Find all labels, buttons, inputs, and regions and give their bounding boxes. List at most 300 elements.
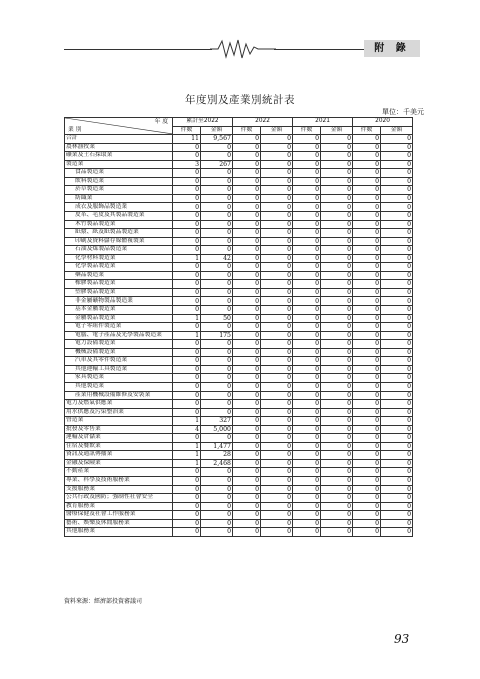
industry-label: 公共行政及國防；強制性社會安全 — [65, 494, 173, 503]
industry-label: 專業、科學及技術服務業 — [65, 476, 173, 485]
amount-cell: 0 — [261, 246, 293, 255]
count-cell: 0 — [233, 340, 261, 349]
table-row — [65, 186, 413, 195]
count-cell: 0 — [293, 476, 321, 485]
count-cell: 0 — [173, 511, 201, 520]
industry-label: 電腦、電子產品及光學製品製造業 — [65, 331, 173, 340]
count-cell: 0 — [173, 348, 201, 357]
count-cell: 0 — [293, 391, 321, 400]
table-row — [65, 229, 413, 238]
amount-cell: 0 — [381, 391, 413, 400]
amount-cell: 0 — [321, 331, 353, 340]
amount-cell: 0 — [321, 528, 353, 537]
count-cell: 0 — [173, 229, 201, 238]
count-cell: 0 — [173, 476, 201, 485]
table-row — [65, 254, 413, 263]
amount-cell: 0 — [201, 271, 233, 280]
amount-cell: 0 — [201, 220, 233, 229]
industry-label: 家具製造業 — [65, 374, 173, 383]
amount-cell: 0 — [321, 306, 353, 315]
count-cell: 0 — [293, 340, 321, 349]
amount-cell: 0 — [381, 511, 413, 520]
count-cell: 0 — [173, 374, 201, 383]
amount-cell: 0 — [261, 468, 293, 477]
count-cell: 0 — [293, 177, 321, 186]
count-cell: 0 — [233, 400, 261, 409]
count-cell: 0 — [173, 152, 201, 161]
amount-cell: 0 — [261, 494, 293, 503]
amount-cell: 0 — [321, 271, 353, 280]
amount-cell: 0 — [321, 391, 353, 400]
amount-cell: 0 — [381, 271, 413, 280]
count-cell: 1 — [173, 459, 201, 468]
amount-cell: 0 — [261, 519, 293, 528]
amount-cell: 0 — [381, 297, 413, 306]
industry-label: 其他運輸工具製造業 — [65, 365, 173, 374]
amount-cell: 0 — [381, 485, 413, 494]
amount-cell: 0 — [261, 451, 293, 460]
count-cell: 0 — [173, 186, 201, 195]
count-cell: 3 — [173, 160, 201, 169]
amount-cell: 0 — [381, 254, 413, 263]
count-cell: 0 — [173, 194, 201, 203]
count-cell: 0 — [233, 280, 261, 289]
amount-cell: 0 — [321, 425, 353, 434]
count-cell: 0 — [233, 502, 261, 511]
amount-cell: 0 — [321, 494, 353, 503]
amount-cell: 175 — [201, 331, 233, 340]
table-row — [65, 511, 413, 520]
amount-cell: 0 — [381, 135, 413, 144]
count-cell: 0 — [293, 528, 321, 537]
industry-label: 成衣及服飾品製造業 — [65, 203, 173, 212]
count-cell: 1 — [173, 254, 201, 263]
table-row — [65, 391, 413, 400]
amount-cell: 0 — [321, 160, 353, 169]
amount-cell: 0 — [381, 220, 413, 229]
count-cell: 0 — [353, 468, 381, 477]
amount-cell: 0 — [321, 340, 353, 349]
count-cell: 0 — [353, 340, 381, 349]
count-cell: 0 — [293, 186, 321, 195]
amount-cell: 0 — [261, 135, 293, 144]
count-cell: 0 — [293, 442, 321, 451]
amount-cell: 0 — [381, 314, 413, 323]
amount-header: 金額 — [381, 126, 413, 135]
amount-cell: 0 — [321, 374, 353, 383]
industry-label: 支援服務業 — [65, 485, 173, 494]
amount-cell: 0 — [321, 177, 353, 186]
amount-cell: 0 — [381, 288, 413, 297]
count-cell: 0 — [293, 169, 321, 178]
count-cell: 0 — [353, 485, 381, 494]
amount-cell: 0 — [381, 186, 413, 195]
count-cell: 0 — [173, 408, 201, 417]
count-header: 件數 — [353, 126, 381, 135]
amount-cell: 0 — [321, 442, 353, 451]
count-cell: 0 — [353, 160, 381, 169]
count-header: 件數 — [173, 126, 201, 135]
amount-cell: 0 — [261, 306, 293, 315]
count-cell: 0 — [353, 143, 381, 152]
amount-cell: 0 — [381, 280, 413, 289]
amount-cell: 0 — [261, 271, 293, 280]
page-header — [64, 38, 420, 60]
amount-cell: 0 — [321, 186, 353, 195]
appendix-tab: 附 錄 — [364, 40, 420, 57]
amount-cell: 0 — [381, 417, 413, 426]
amount-cell: 0 — [381, 502, 413, 511]
amount-cell: 0 — [381, 177, 413, 186]
amount-cell: 0 — [201, 246, 233, 255]
year-header: 2021 — [293, 118, 353, 127]
count-cell: 1 — [173, 417, 201, 426]
count-cell: 0 — [293, 237, 321, 246]
count-cell: 0 — [293, 357, 321, 366]
count-cell: 0 — [173, 391, 201, 400]
table-row — [65, 331, 413, 340]
amount-cell: 0 — [201, 511, 233, 520]
count-cell: 0 — [233, 417, 261, 426]
amount-cell: 0 — [381, 494, 413, 503]
count-cell: 0 — [173, 203, 201, 212]
amount-cell: 2,468 — [201, 459, 233, 468]
amount-cell: 0 — [381, 348, 413, 357]
count-cell: 0 — [233, 143, 261, 152]
source-note: 資料來源：經濟部投資審議司 — [64, 598, 143, 605]
amount-cell: 0 — [381, 306, 413, 315]
count-cell: 0 — [353, 271, 381, 280]
count-cell: 0 — [173, 220, 201, 229]
amount-cell: 0 — [321, 382, 353, 391]
page-number: 93 — [394, 632, 410, 646]
amount-cell: 0 — [381, 263, 413, 272]
count-cell: 0 — [353, 220, 381, 229]
amount-cell: 0 — [261, 143, 293, 152]
industry-label: 批發及零售業 — [65, 425, 173, 434]
industry-label: 醫療保健及社會工作服務業 — [65, 511, 173, 520]
industry-label: 教育服務業 — [65, 502, 173, 511]
amount-cell: 0 — [321, 348, 353, 357]
amount-cell: 0 — [201, 468, 233, 477]
amount-cell: 0 — [381, 194, 413, 203]
count-cell: 0 — [293, 306, 321, 315]
year-header: 2022 — [233, 118, 293, 127]
table-row — [65, 169, 413, 178]
count-cell: 0 — [233, 254, 261, 263]
amount-cell: 0 — [261, 194, 293, 203]
count-cell: 0 — [293, 434, 321, 443]
count-cell: 0 — [293, 246, 321, 255]
amount-cell: 0 — [381, 434, 413, 443]
amount-cell: 0 — [201, 434, 233, 443]
industry-label: 紡織業 — [65, 194, 173, 203]
count-cell: 0 — [293, 194, 321, 203]
count-cell: 0 — [353, 169, 381, 178]
count-cell: 0 — [173, 280, 201, 289]
count-cell: 0 — [353, 280, 381, 289]
count-cell: 0 — [233, 442, 261, 451]
amount-cell: 0 — [201, 502, 233, 511]
count-cell: 0 — [293, 365, 321, 374]
count-cell: 0 — [293, 143, 321, 152]
count-cell: 0 — [173, 297, 201, 306]
count-cell: 0 — [173, 468, 201, 477]
count-cell: 0 — [293, 203, 321, 212]
count-cell: 0 — [353, 263, 381, 272]
count-cell: 0 — [293, 254, 321, 263]
amount-cell: 0 — [261, 280, 293, 289]
amount-cell: 0 — [261, 160, 293, 169]
count-cell: 0 — [353, 511, 381, 520]
count-cell: 0 — [173, 494, 201, 503]
count-cell: 0 — [233, 135, 261, 144]
count-cell: 0 — [233, 306, 261, 315]
table-row — [65, 271, 413, 280]
count-cell: 0 — [353, 434, 381, 443]
count-cell: 0 — [173, 169, 201, 178]
count-cell: 4 — [173, 425, 201, 434]
amount-cell: 0 — [321, 400, 353, 409]
amount-cell: 0 — [201, 169, 233, 178]
count-cell: 0 — [353, 348, 381, 357]
count-cell: 0 — [173, 288, 201, 297]
count-cell: 0 — [233, 374, 261, 383]
count-cell: 0 — [173, 246, 201, 255]
count-cell: 0 — [233, 271, 261, 280]
industry-label: 基本金屬製造業 — [65, 306, 173, 315]
header-rule-left — [64, 49, 212, 50]
count-cell: 0 — [233, 229, 261, 238]
industry-label: 橡膠製品製造業 — [65, 280, 173, 289]
amount-cell: 0 — [321, 263, 353, 272]
count-cell: 0 — [233, 519, 261, 528]
amount-cell: 0 — [261, 237, 293, 246]
table-row — [65, 314, 413, 323]
amount-cell: 0 — [201, 288, 233, 297]
count-cell: 0 — [293, 494, 321, 503]
amount-cell: 0 — [381, 340, 413, 349]
amount-cell: 0 — [381, 365, 413, 374]
count-cell: 0 — [173, 237, 201, 246]
count-cell: 0 — [233, 186, 261, 195]
count-cell: 0 — [353, 382, 381, 391]
amount-cell: 0 — [381, 400, 413, 409]
amount-header: 金額 — [321, 126, 353, 135]
amount-cell: 0 — [321, 417, 353, 426]
count-cell: 0 — [233, 169, 261, 178]
amount-cell: 0 — [381, 382, 413, 391]
table-row — [65, 468, 413, 477]
count-cell: 0 — [233, 160, 261, 169]
count-cell: 0 — [353, 400, 381, 409]
table-row — [65, 451, 413, 460]
amount-cell: 0 — [261, 400, 293, 409]
count-cell: 0 — [353, 237, 381, 246]
count-cell: 0 — [233, 494, 261, 503]
count-cell: 0 — [293, 511, 321, 520]
count-cell: 0 — [173, 485, 201, 494]
amount-cell: 5,000 — [201, 425, 233, 434]
amount-header: 金額 — [261, 126, 293, 135]
count-cell: 0 — [353, 246, 381, 255]
count-cell: 0 — [233, 451, 261, 460]
amount-cell: 0 — [201, 323, 233, 332]
industry-label: 非金屬礦物製品製造業 — [65, 297, 173, 306]
table-row — [65, 306, 413, 315]
amount-cell: 0 — [261, 417, 293, 426]
amount-cell: 0 — [261, 459, 293, 468]
industry-label: 化學製品製造業 — [65, 263, 173, 272]
corner-year-label: 年 度 — [154, 119, 168, 126]
count-cell: 0 — [233, 365, 261, 374]
industry-label: 農林漁牧業 — [65, 143, 173, 152]
amount-cell: 42 — [201, 254, 233, 263]
amount-cell: 0 — [261, 169, 293, 178]
count-cell: 0 — [293, 271, 321, 280]
amount-cell: 0 — [201, 263, 233, 272]
amount-cell: 0 — [261, 186, 293, 195]
amount-cell: 0 — [381, 152, 413, 161]
amount-cell: 0 — [261, 220, 293, 229]
amount-cell: 0 — [381, 468, 413, 477]
amount-cell: 0 — [381, 229, 413, 238]
count-cell: 0 — [293, 152, 321, 161]
industry-label: 礦業及土石採取業 — [65, 152, 173, 161]
count-cell: 0 — [233, 203, 261, 212]
amount-cell: 0 — [201, 186, 233, 195]
count-cell: 0 — [173, 382, 201, 391]
count-cell: 0 — [233, 382, 261, 391]
industry-label: 金屬製品製造業 — [65, 314, 173, 323]
table-row — [65, 417, 413, 426]
industry-label: 紙漿、紙及紙製品製造業 — [65, 229, 173, 238]
count-cell: 0 — [293, 417, 321, 426]
count-cell: 0 — [353, 357, 381, 366]
amount-cell: 0 — [261, 425, 293, 434]
amount-cell: 0 — [381, 357, 413, 366]
count-cell: 0 — [353, 519, 381, 528]
amount-cell: 0 — [321, 314, 353, 323]
count-cell: 0 — [233, 425, 261, 434]
count-cell: 0 — [353, 229, 381, 238]
count-cell: 0 — [353, 331, 381, 340]
count-cell: 0 — [293, 400, 321, 409]
amount-cell: 0 — [381, 408, 413, 417]
amount-cell: 0 — [321, 502, 353, 511]
count-cell: 0 — [353, 323, 381, 332]
count-cell: 0 — [353, 254, 381, 263]
industry-label: 化學材料製造業 — [65, 254, 173, 263]
industry-label: 木竹製品製造業 — [65, 220, 173, 229]
count-cell: 0 — [173, 263, 201, 272]
count-cell: 0 — [293, 519, 321, 528]
amount-cell: 1,477 — [201, 442, 233, 451]
table-row — [65, 528, 413, 537]
amount-cell: 0 — [261, 374, 293, 383]
amount-cell: 0 — [381, 374, 413, 383]
amount-cell: 0 — [321, 511, 353, 520]
count-cell: 0 — [233, 212, 261, 221]
amount-cell: 0 — [261, 357, 293, 366]
year-header: 2020 — [353, 118, 413, 127]
count-cell: 0 — [173, 365, 201, 374]
table-row — [65, 348, 413, 357]
amount-cell: 0 — [201, 528, 233, 537]
industry-label: 產業用機械設備維修及安裝業 — [65, 391, 173, 400]
table-row — [65, 280, 413, 289]
count-cell: 0 — [233, 246, 261, 255]
count-cell: 0 — [173, 271, 201, 280]
count-cell: 0 — [173, 357, 201, 366]
table-row — [65, 220, 413, 229]
amount-cell: 0 — [201, 237, 233, 246]
amount-cell: 0 — [201, 177, 233, 186]
count-cell: 1 — [173, 442, 201, 451]
count-header: 件數 — [293, 126, 321, 135]
count-cell: 0 — [293, 280, 321, 289]
count-cell: 0 — [233, 177, 261, 186]
count-cell: 0 — [293, 297, 321, 306]
amount-cell: 0 — [261, 348, 293, 357]
table-row — [65, 212, 413, 221]
amount-cell: 0 — [261, 331, 293, 340]
count-cell: 0 — [353, 306, 381, 315]
table-row — [65, 177, 413, 186]
amount-cell: 0 — [261, 263, 293, 272]
count-cell: 0 — [353, 494, 381, 503]
count-cell: 0 — [233, 391, 261, 400]
amount-cell: 0 — [321, 212, 353, 221]
amount-cell: 0 — [201, 400, 233, 409]
amount-cell: 0 — [201, 340, 233, 349]
count-cell: 0 — [293, 212, 321, 221]
industry-label: 不動產業 — [65, 468, 173, 477]
table-row — [65, 194, 413, 203]
table-row — [65, 340, 413, 349]
table-row — [65, 382, 413, 391]
count-cell: 0 — [353, 288, 381, 297]
count-cell: 0 — [353, 212, 381, 221]
count-cell: 0 — [173, 400, 201, 409]
count-cell: 1 — [173, 331, 201, 340]
amount-cell: 0 — [201, 382, 233, 391]
amount-cell: 0 — [201, 229, 233, 238]
amount-cell: 0 — [321, 323, 353, 332]
heartbeat-line-icon — [210, 38, 276, 60]
amount-cell: 0 — [201, 203, 233, 212]
amount-cell: 50 — [201, 314, 233, 323]
amount-cell: 327 — [201, 417, 233, 426]
amount-cell: 0 — [261, 365, 293, 374]
amount-cell: 0 — [261, 314, 293, 323]
amount-cell: 0 — [201, 194, 233, 203]
amount-cell: 0 — [381, 331, 413, 340]
amount-cell: 0 — [381, 459, 413, 468]
amount-cell: 0 — [261, 254, 293, 263]
diagonal-line-icon — [65, 118, 173, 134]
amount-cell: 0 — [321, 280, 353, 289]
count-cell: 0 — [173, 143, 201, 152]
count-cell: 0 — [353, 374, 381, 383]
amount-cell: 0 — [321, 220, 353, 229]
count-cell: 0 — [353, 177, 381, 186]
count-cell: 0 — [353, 194, 381, 203]
count-cell: 0 — [233, 314, 261, 323]
count-cell: 0 — [233, 331, 261, 340]
amount-cell: 0 — [321, 143, 353, 152]
count-cell: 0 — [233, 408, 261, 417]
